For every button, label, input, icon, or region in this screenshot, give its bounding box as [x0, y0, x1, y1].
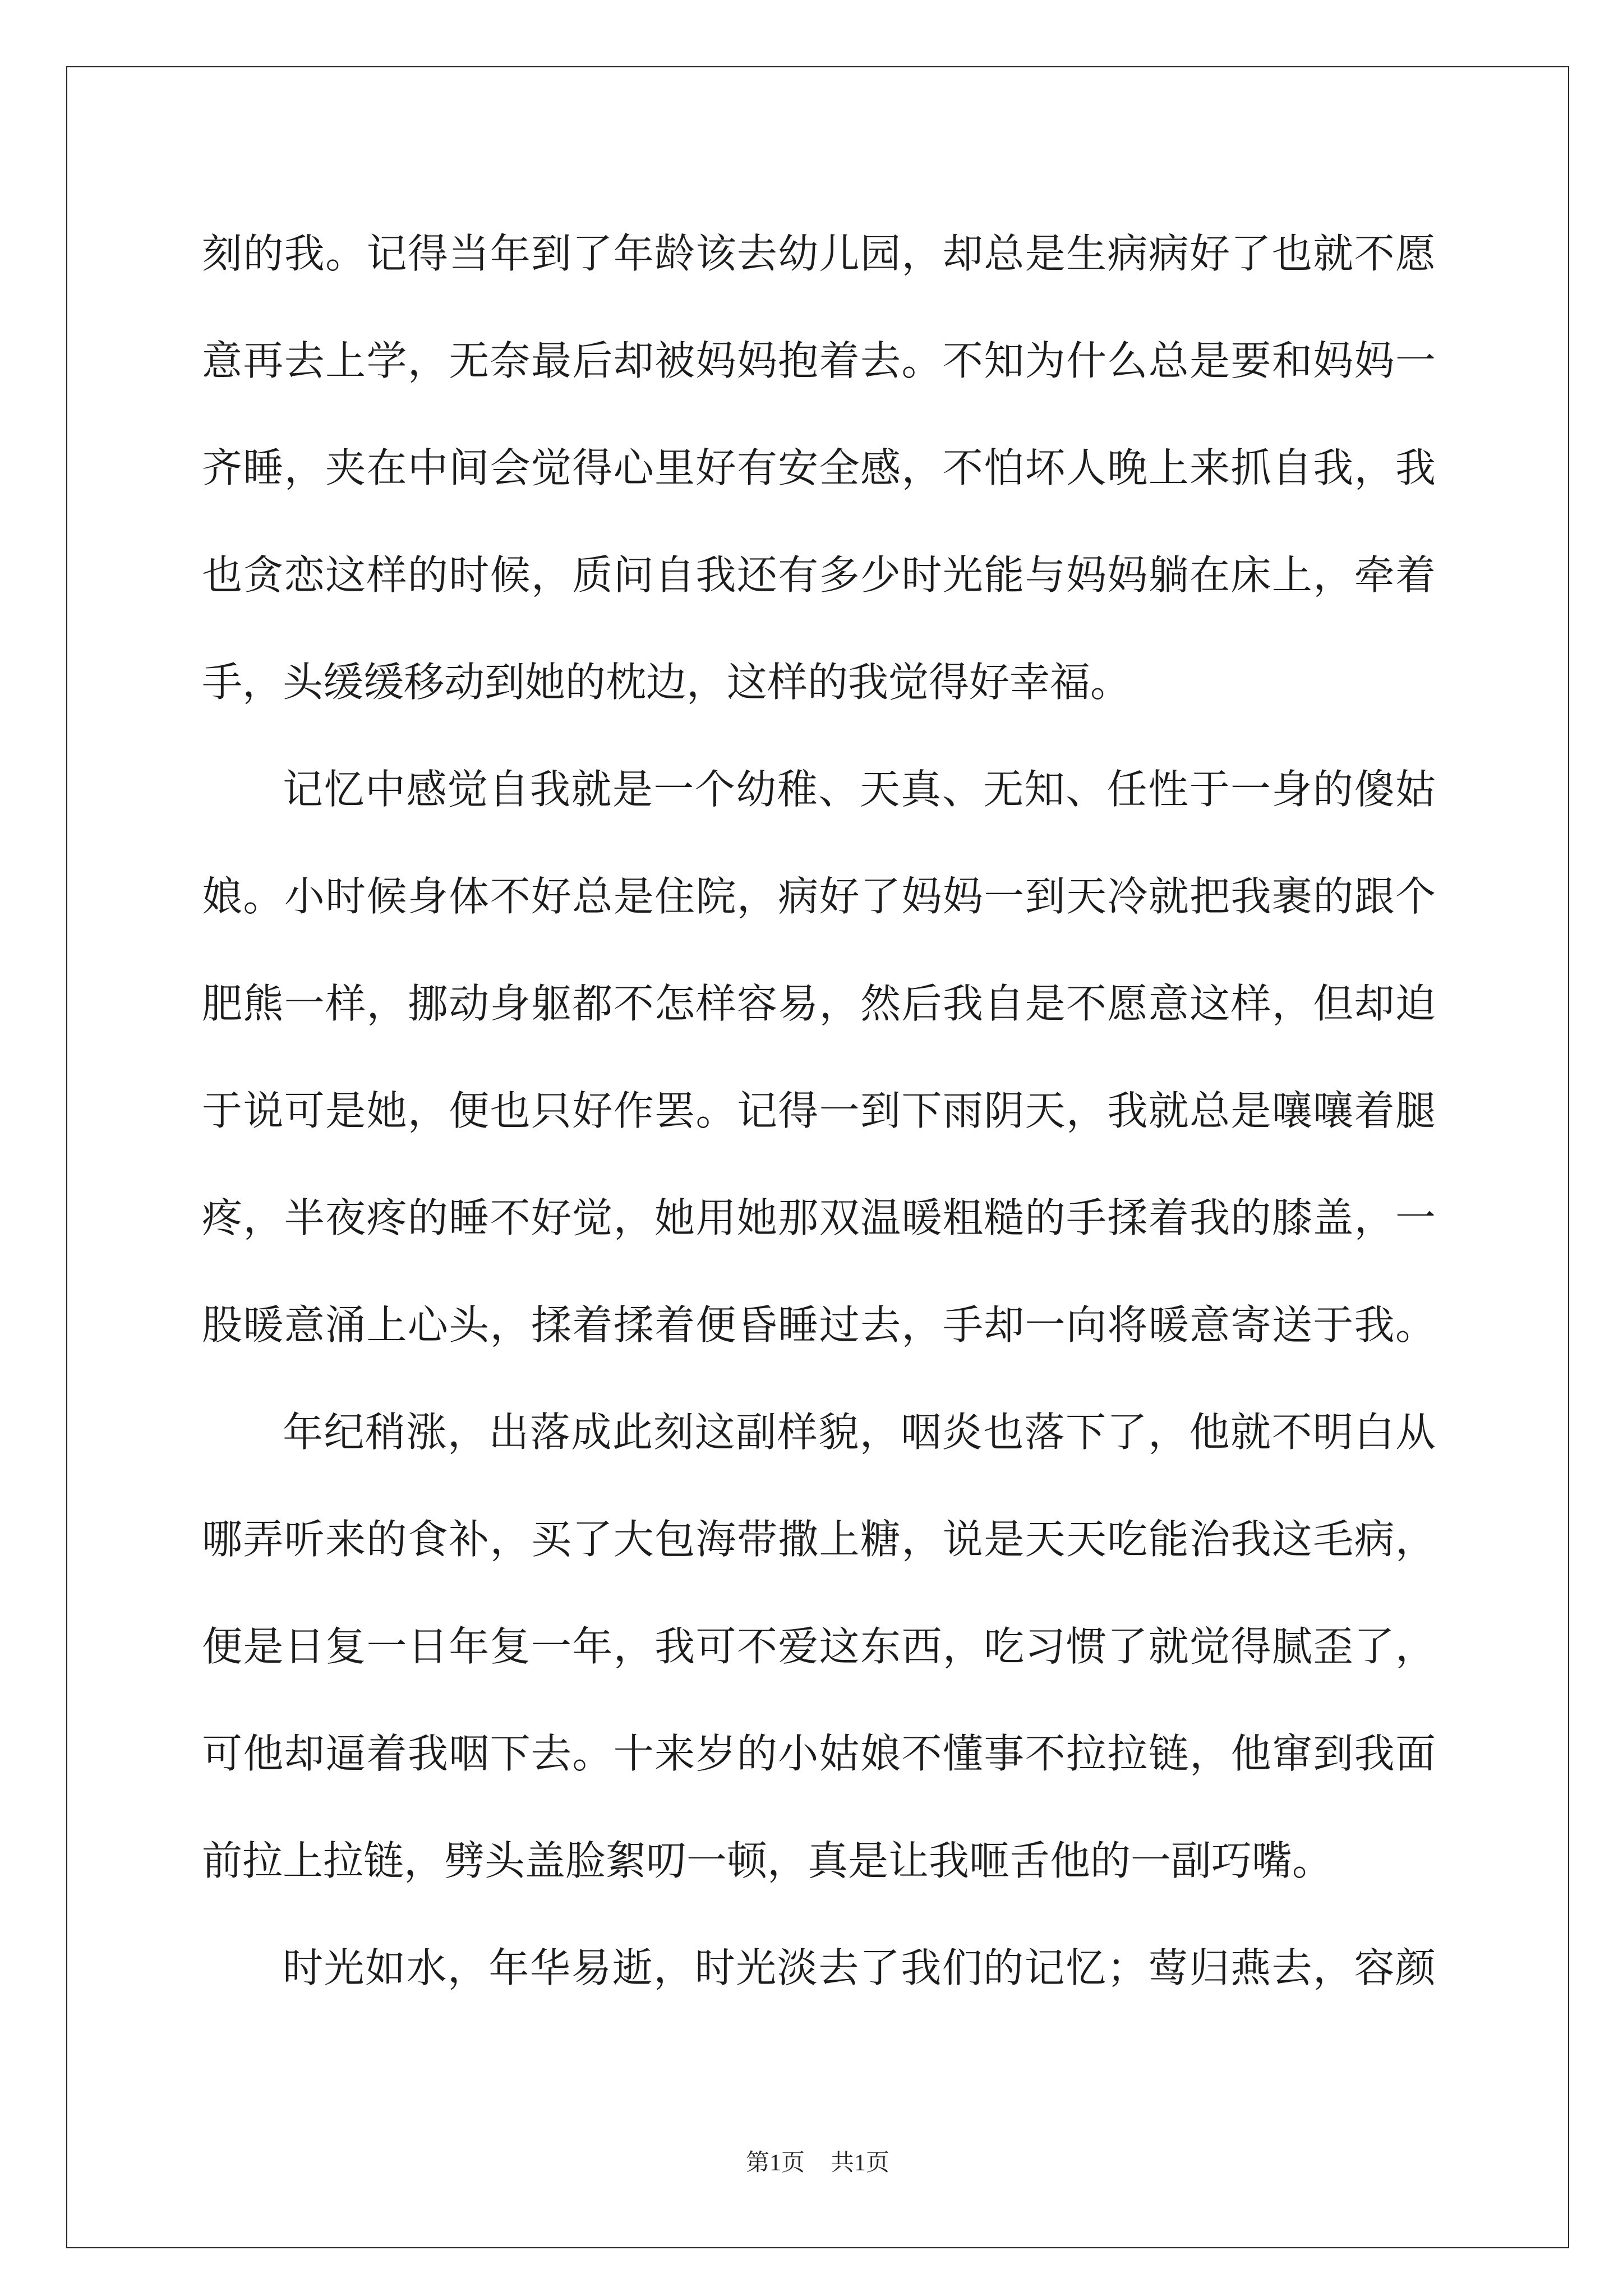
text-line: 疼，半夜疼的睡不好觉，她用她那双温暖粗糙的手揉着我的膝盖，一 — [202, 1194, 1436, 1241]
text-line: 前拉上拉链，劈头盖脸絮叨一顿，真是让我咂舌他的一副巧嘴。 — [202, 1837, 1333, 1884]
page-number: 第1页 — [745, 2150, 805, 2176]
text-line: 肥熊一样，挪动身躯都不怎样容易，然后我自是不愿意这样，但却迫 — [202, 980, 1436, 1027]
text-line: 意再去上学，无奈最后却被妈妈抱着去。不知为什么总是要和妈妈一 — [202, 337, 1436, 384]
page-footer — [66, 2146, 1569, 2180]
text-line: 哪弄听来的食补，买了大包海带撒上糖，说是天天吃能治我这毛病， — [202, 1516, 1436, 1563]
text-line: 刻的我。记得当年到了年龄该去幼儿园，却总是生病病好了也就不愿 — [202, 230, 1436, 277]
text-line: 手，头缓缓移动到她的枕边，这样的我觉得好幸福。 — [202, 659, 1131, 706]
paragraph — [202, 1379, 1436, 1915]
paragraph — [202, 736, 1436, 1379]
text-line: 可他却逼着我咽下去。十来岁的小姑娘不懂事不拉拉链，他窜到我面 — [202, 1730, 1436, 1777]
text-line: 年纪稍涨，出落成此刻这副样貌，咽炎也落下了，他就不明白从 — [283, 1409, 1436, 1456]
page-total: 共1页 — [831, 2150, 890, 2176]
text-line: 娘。小时候身体不好总是住院，病好了妈妈一到天冷就把我裹的跟个 — [202, 873, 1436, 920]
text-line: 齐睡，夹在中间会觉得心里好有安全感，不怕坏人晚上来抓自我，我 — [202, 444, 1436, 491]
paragraph — [202, 1915, 1436, 2022]
text-line: 时光如水，年华易逝，时光淡去了我们的记忆；莺归燕去，容颜 — [283, 1944, 1436, 1991]
text-line: 股暖意涌上心头，揉着揉着便昏睡过去，手却一向将暖意寄送于我。 — [202, 1301, 1436, 1349]
document-body — [202, 200, 1436, 2022]
text-line: 便是日复一日年复一年，我可不爱这东西，吃习惯了就觉得腻歪了， — [202, 1623, 1436, 1670]
text-line: 记忆中感觉自我就是一个幼稚、天真、无知、任性于一身的傻姑 — [283, 766, 1436, 813]
text-line: 也贪恋这样的时候，质问自我还有多少时光能与妈妈躺在床上，牵着 — [202, 551, 1436, 599]
paragraph — [202, 200, 1436, 736]
text-line: 于说可是她，便也只好作罢。记得一到下雨阴天，我就总是嚷嚷着腿 — [202, 1087, 1436, 1134]
